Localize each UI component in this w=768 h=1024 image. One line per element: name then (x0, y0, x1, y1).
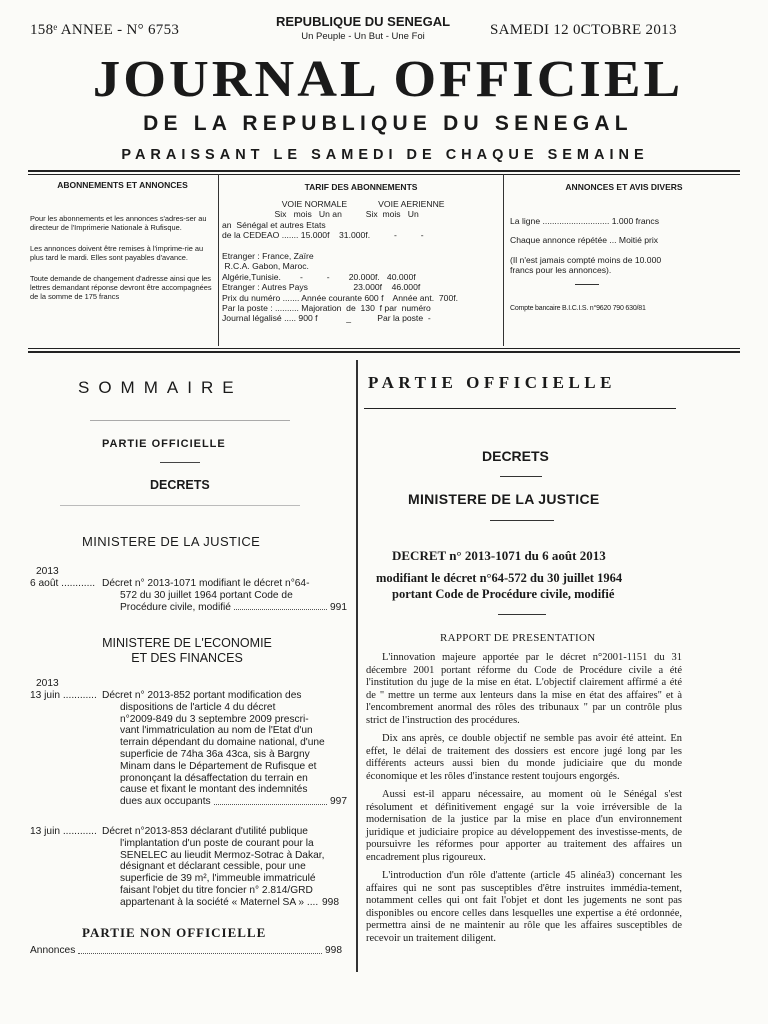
divider-box-1 (218, 174, 219, 346)
entry-2-date: 13 juin ............ (30, 690, 97, 701)
sommaire-year-1: 2013 (36, 566, 59, 577)
faint-rule (90, 420, 290, 421)
sommaire-ministry-economy (60, 636, 314, 666)
entry-2-line: Minam dans le Département de Rufisque et (120, 760, 317, 772)
partie-officielle-title: PARTIE OFFICIELLE (368, 373, 616, 392)
ministry-economy-line-2: ET DES FINANCES (131, 651, 243, 665)
entry-3[interactable] (102, 826, 347, 909)
journal-subtitle: DE LA REPUBLIQUE DU SENEGAL (143, 112, 633, 135)
entry-2-lines (102, 690, 347, 808)
sommaire-decrets: DECRETS (150, 478, 210, 492)
entry-3-line: l'implantation d'un poste de courant pour la (120, 837, 314, 849)
entry-1-line: 572 du 30 juillet 1964 portant Code de (120, 589, 293, 601)
short-rule-2 (500, 476, 542, 477)
republic-name: REPUBLIQUE DU SENEGAL (275, 14, 451, 29)
sommaire-partie-non-officielle: PARTIE NON OFFICIELLE (82, 925, 267, 940)
tariff-line: Etranger : France, Zaïre (222, 251, 314, 262)
short-rule-3 (490, 520, 554, 521)
sommaire-year-2: 2013 (36, 678, 59, 689)
decree-subtitle-1: modifiant le décret n°64-572 du 30 juillet 1964 (376, 571, 623, 585)
leader-dots (234, 602, 327, 611)
sommaire-partie-officielle: PARTIE OFFICIELLE (102, 438, 226, 450)
subscriptions-heading: ABONNEMENTS ET ANNONCES (57, 180, 188, 190)
tariff-line: an Sénégal et autres Etats (222, 219, 326, 230)
rule-bottom-thin (28, 348, 740, 349)
entry-3-line: superficie de 39 m², l'immeuble immatriculé (120, 873, 316, 885)
decree-subtitle-2: portant Code de Procédure civile, modifié (392, 587, 615, 601)
tariff-line: Etranger : Autres Pays 23.000f 46.000f (222, 282, 421, 293)
decree-title: DECRET n° 2013-1071 du 6 août 2013 (392, 548, 606, 563)
sommaire-ministry-justice: MINISTERE DE LA JUSTICE (82, 534, 261, 549)
entry-2-line: prononçant la désaffectation du terrain en (120, 772, 308, 784)
rapport-heading: RAPPORT DE PRESENTATION (440, 632, 596, 644)
tariff-heading: TARIF DES ABONNEMENTS (304, 182, 418, 192)
tariff-line: Prix du numéro ....... Année courante 600 f Année ant. 700f. (222, 292, 459, 303)
tariff-table (222, 199, 500, 324)
sommaire-title: SOMMAIRE (78, 378, 243, 397)
entry-annonces[interactable] (30, 945, 342, 957)
entry-2-line: dues aux occupants (120, 796, 211, 808)
short-rule-4 (498, 614, 546, 615)
announcements-block (510, 182, 738, 312)
tariff-line: Algérie,Tunisie. - - 20.000f. 40.000f (222, 271, 416, 282)
entry-3-line: désignant et déclarant cessible, pour une (120, 861, 306, 873)
tariff-line: R.C.A. Gabon, Maroc. (222, 261, 309, 272)
entry-2-line: terrain dépendant du domaine national, d'une (120, 737, 325, 749)
entry-3-line: Décret n°2013-853 déclarant d'utilité publique (102, 826, 308, 837)
entry-3-lines (102, 826, 347, 909)
column-divider (356, 360, 358, 972)
faint-rule-2 (60, 505, 300, 506)
rule-bottom (28, 351, 740, 353)
entry-3-line: appartenant à la société « Maternel SA » .... (120, 896, 319, 908)
issue-number: 158ᵉ ANNEE - N° 6753 (30, 22, 180, 38)
tariff-line (222, 241, 500, 251)
national-motto: Un Peuple - Un But - Une Foi (301, 31, 425, 42)
entry-2-line: vant l'immatriculation au nom de l'Etat d'un (120, 725, 313, 737)
entry-1-line: Décret n° 2013-1071 modifiant le décret n°64- (102, 578, 310, 589)
repeat-price: Chaque annonce répétée ... Moitié prix (510, 235, 659, 245)
entry-2-line: Décret n° 2013-852 portant modification des (102, 690, 302, 701)
entry-3-date: 13 juin ............ (30, 826, 97, 837)
subscriptions-paragraph-3: Toute demande de changement d'adresse ainsi que les lettres demandant réponse devront être accompagnées de la somme de 175 francs (30, 274, 212, 301)
subscriptions-paragraph-2: Les annonces doivent être remises à l'imprime-rie au plus tard le mardi. Elles sont payables d'avance. (30, 244, 204, 262)
tariff-line: de la CEDEAO ....... 15.000f 31.000f. - - (222, 230, 424, 241)
subscriptions-info (30, 180, 215, 301)
journal-title: JOURNAL OFFICIEL (92, 49, 684, 108)
annonces-label: Annonces (30, 945, 76, 956)
rule-top-thin (28, 174, 740, 175)
tariff-line: Six mois Un an Six mois Un (222, 209, 419, 220)
entry-2-line: n°2009-849 du 3 septembre 2009 prescri- (120, 713, 309, 725)
publication-frequency: PARAISSANT LE SAMEDI DE CHAQUE SEMAINE (121, 147, 649, 163)
short-rule (575, 284, 599, 285)
minimum-note: (Il n'est jamais compté moins de 10.000 francs pour les annonces). (510, 254, 662, 275)
entry-3-line: SENELEC au lieudit Mermoz-Sotrac à Dakar, (120, 849, 325, 861)
entry-1[interactable] (102, 578, 347, 613)
announcements-heading: ANNONCES ET AVIS DIVERS (565, 182, 683, 192)
annonces-page: 998 (325, 945, 342, 956)
rapport-body (366, 652, 682, 945)
ministry-economy-line-1: MINISTERE DE L'ECONOMIE (102, 636, 272, 650)
issue-date: SAMEDI 12 0CTOBRE 2013 (490, 22, 677, 38)
tariff-block (222, 182, 500, 324)
entry-3-page: 998 (322, 896, 339, 908)
subscriptions-paragraph-1: Pour les abonnements et les annonces s'adres-ser au directeur de l'Imprimerie Nationale à Rufisque. (30, 214, 207, 232)
leader-dots (78, 945, 322, 954)
entry-1-line-last (102, 602, 347, 614)
rule-under-partie (364, 408, 676, 409)
divider-box-2 (503, 174, 504, 346)
entry-1-page: 991 (330, 601, 347, 613)
tariff-line: VOIE NORMALE VOIE AERIENNE (222, 199, 445, 209)
entry-1-date: 6 août ............ (30, 578, 96, 589)
short-rule-1 (160, 462, 200, 463)
entry-2-line: dispositions de l'article 4 du décret (120, 701, 276, 713)
rapport-paragraph-3: Aussi est-il apparu nécessaire, au moment où le Sénégal s'est résolument et définitivement engagé sur la voie irréversible de la modernisation de la justice par la mise en place d'un environnement juridique et judiciaire propice au développement des investisse-ments, de poursuivre les réformes pour apporter au traitement des affaires un encadrement plus rigoureux. (366, 789, 682, 863)
rapport-paragraph-4: L'introduction d'un rôle d'attente (article 45 alinéa3) concernant les affaires qui ne sont pas susceptibles d'être instruites immédia-tement, notamment celles qui ont fait l'objet et dont les jugements ne sont pas disponibles ou encore celles dans lesquelles une expertise a été ordonnée, permettra ainsi de ne maintenir au rôle que les affaires susceptibles de recevoir un traitement diligent. (366, 870, 682, 944)
ministry-heading: MINISTERE DE LA JUSTICE (408, 491, 600, 507)
rapport-paragraph-2: Dix ans après, ce double objectif ne semble pas avoir été atteint. En effet, le délai de traitement des dossiers est encore jugé long par les différents acteurs aussi bien du monde judiciaire que du monde économique et les rôles d'instance restent toujours engorgés. (366, 733, 682, 782)
line-price: La ligne ............................ 1.000 francs (510, 216, 660, 226)
decrets-heading: DECRETS (482, 448, 549, 464)
rule-top (28, 170, 740, 172)
entry-2-line: superficie de 74ha 36a 43ca, sis à Bargny (120, 748, 310, 760)
entry-2[interactable] (102, 690, 347, 808)
tariff-line: Journal légalisé ..... 900 f _ Par la poste - (222, 313, 431, 324)
rapport-paragraph-1: L'innovation majeure apportée par le décret n°2001-1151 du 31 décembre 2001 portant réforme du Code de Procédure civile a été l'institution du juge de la mise en état. L'objectif clairement affirmé a été de " mettre un terme aux lenteurs dans la mise en état des affaires" et à l'encombrement anormal des rôles des tribunaux " par un contrôle plus strict de l'instruction des procédures. (366, 652, 682, 726)
entry-1-text: Procédure civile, modifié (120, 601, 231, 613)
bank-account: Compte bancaire B.I.C.I.S. n°9620 790 630/81 (510, 304, 646, 312)
entry-2-line: cause et fixant le montant des indemnités (120, 784, 308, 796)
entry-3-line: faisant l'objet du titre foncier n° 2.814/GRD (120, 884, 313, 896)
entry-2-page: 997 (330, 796, 347, 808)
tariff-line: Par la poste : .......... Majoration de 130 f par numéro (222, 303, 431, 314)
leader-dots (214, 796, 327, 805)
